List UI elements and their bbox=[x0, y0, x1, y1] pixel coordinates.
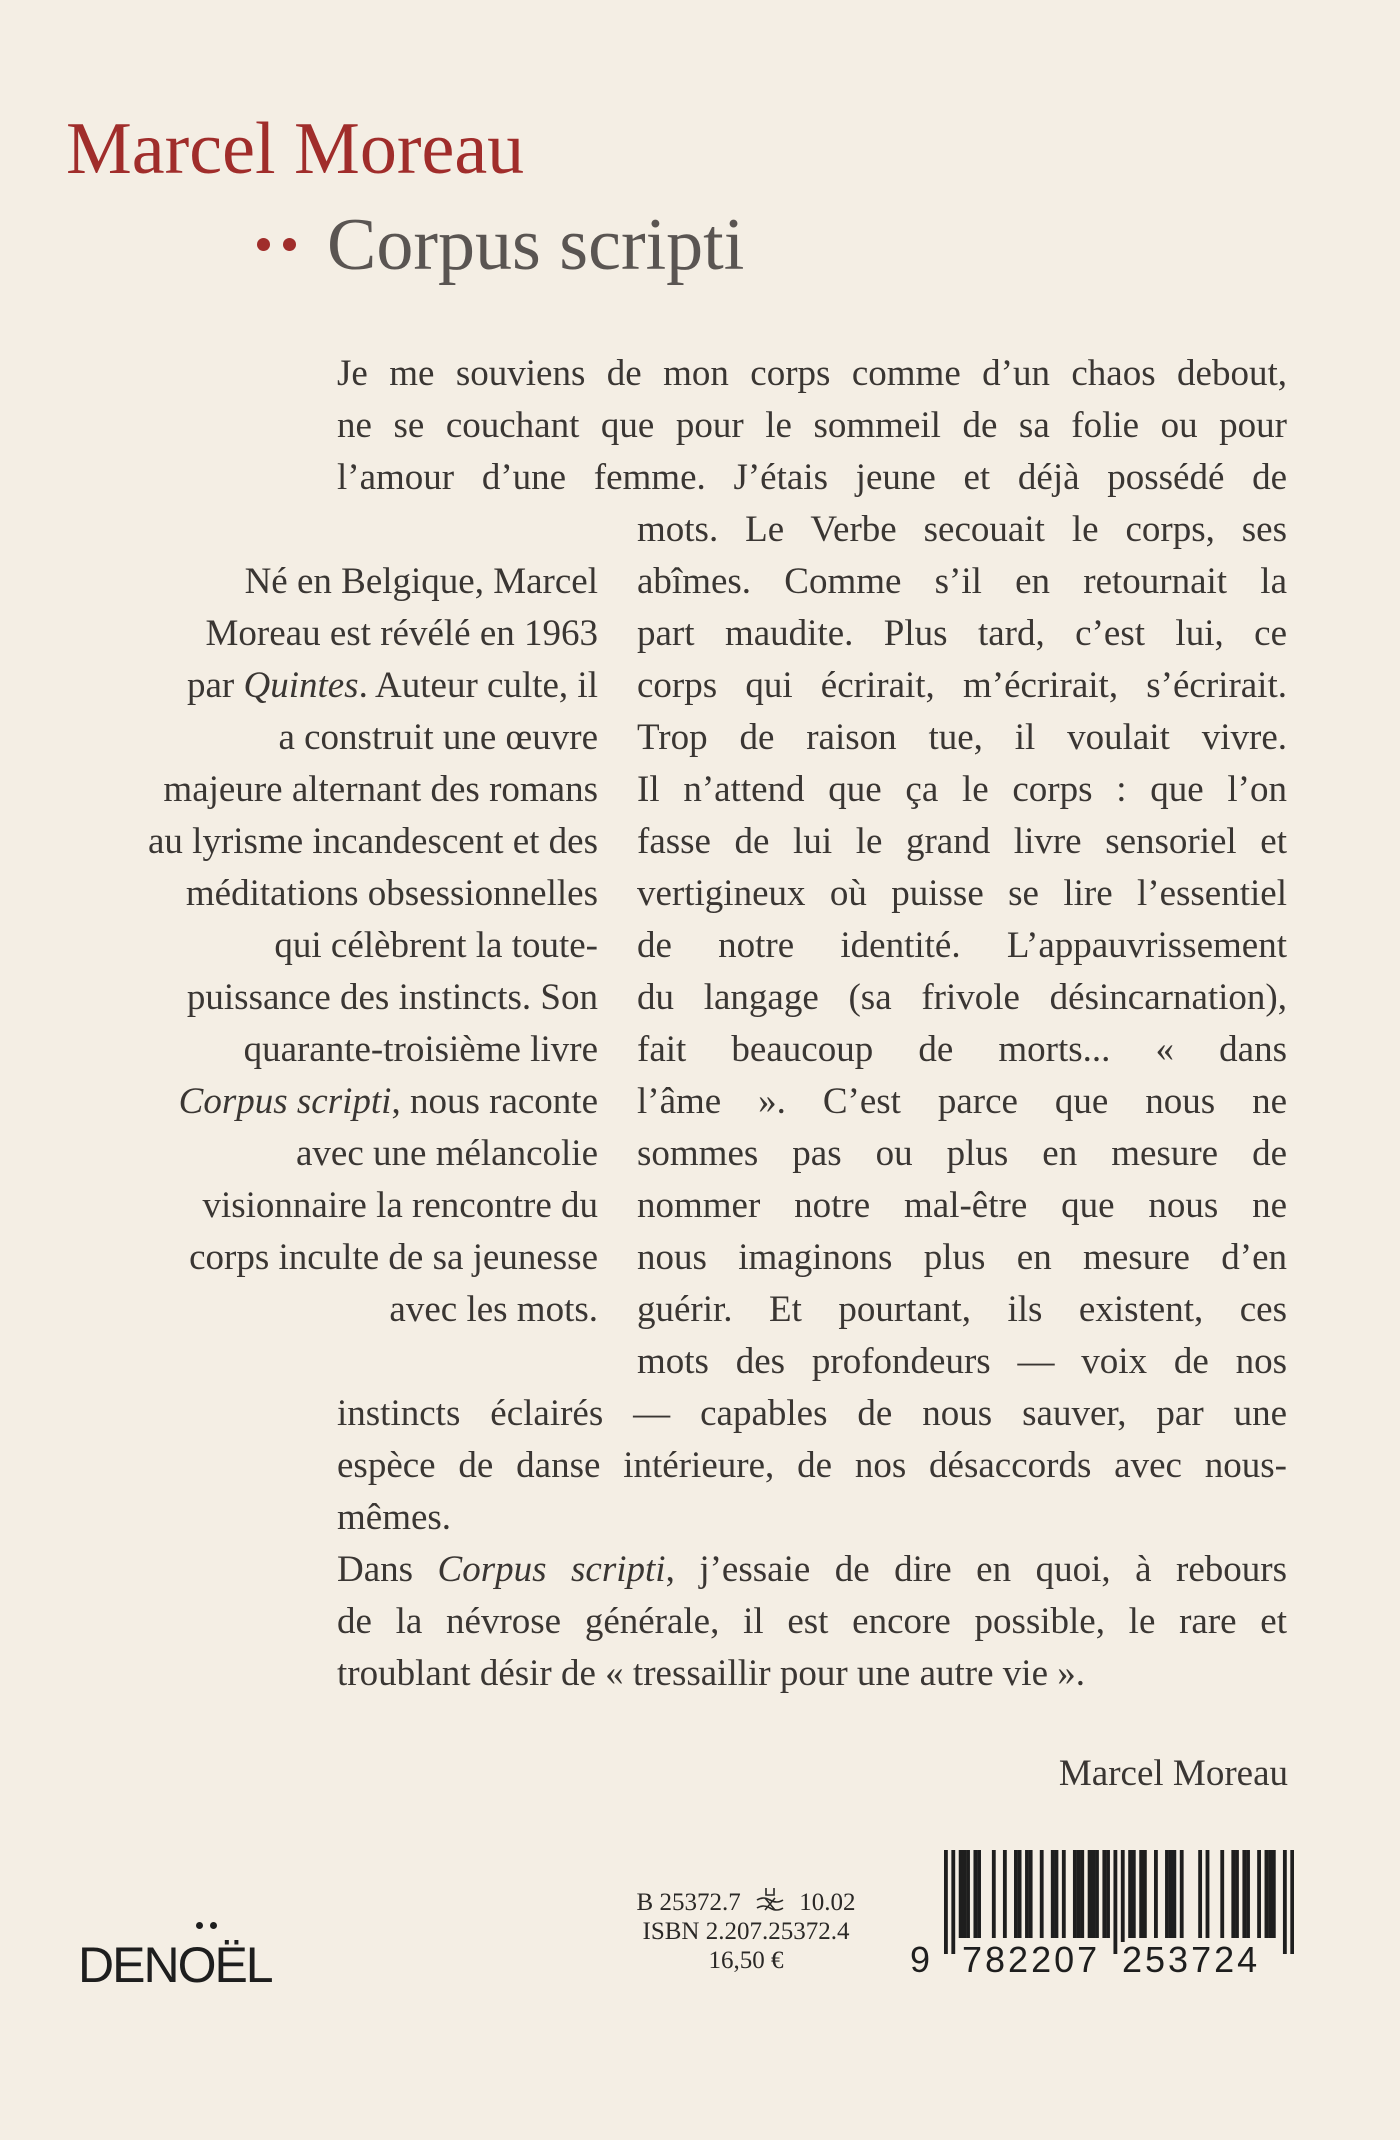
barcode-bar bbox=[951, 1850, 955, 1954]
right-line: corps qui écrirait, m’écrirait, s’écrirait. bbox=[637, 665, 1287, 706]
distributor-mark-icon bbox=[753, 1886, 787, 1914]
barcode-bar bbox=[1029, 1850, 1033, 1938]
barcode-bar bbox=[1272, 1850, 1276, 1938]
barcode-bar bbox=[1283, 1850, 1287, 1954]
barcode-bar bbox=[1091, 1850, 1095, 1938]
closing-line: espèce de danse intérieure, de nos désaccords avec nous- bbox=[337, 1445, 1287, 1486]
ean-barcode bbox=[910, 1850, 1300, 1980]
barcode-bar bbox=[1139, 1850, 1143, 1938]
barcode-group-2: 253724 bbox=[1122, 1939, 1261, 1980]
barcode-bar bbox=[959, 1850, 963, 1938]
bio-line: méditations obsessionnelles bbox=[185, 873, 598, 914]
bio-book-title-quintes: Quintes bbox=[243, 665, 359, 706]
bio-line: avec une mélancolie bbox=[296, 1133, 598, 1174]
author-bio bbox=[58, 556, 598, 1336]
barcode-bar bbox=[1040, 1850, 1044, 1938]
barcode-bar bbox=[1077, 1850, 1081, 1938]
closing-line: de la névrose générale, il est encore possible, le rare et bbox=[337, 1601, 1287, 1642]
bio-book-title-corpus: Corpus scripti bbox=[178, 1081, 392, 1122]
closing-paragraph bbox=[337, 1388, 1287, 1700]
barcode-bar bbox=[1080, 1850, 1084, 1938]
bio-line: qui célèbrent la toute- bbox=[274, 925, 598, 966]
right-line: fasse de lui le grand livre sensoriel et bbox=[637, 821, 1287, 862]
right-line: Il n’attend que ça le corps : que l’on bbox=[637, 769, 1287, 810]
bio-line: corps inculte de sa jeunesse bbox=[189, 1237, 598, 1278]
barcode-bar bbox=[992, 1850, 996, 1938]
right-line: l’âme ». C’est parce que nous ne bbox=[637, 1081, 1287, 1122]
barcode-bar bbox=[1025, 1850, 1029, 1938]
barcode-bar bbox=[962, 1850, 966, 1938]
closing-line: troublant désir de « tressaillir pour une autre vie ». bbox=[337, 1653, 1086, 1694]
right-line: vertigineux où puisse se lire l’essentiel bbox=[637, 873, 1287, 914]
bio-line: Corpus scripti, nous raconte bbox=[178, 1081, 598, 1122]
barcode-bar bbox=[1132, 1850, 1136, 1938]
barcode-bar bbox=[1055, 1850, 1059, 1938]
book-title bbox=[257, 204, 745, 286]
barcode-bar bbox=[1154, 1850, 1158, 1938]
barcode-bar bbox=[1206, 1850, 1210, 1938]
title-bullet-dots bbox=[257, 238, 307, 254]
barcode-bar bbox=[1102, 1850, 1106, 1938]
bio-line: au lyrisme incandescent et des bbox=[148, 821, 598, 862]
right-line: part maudite. Plus tard, c’est lui, ce bbox=[637, 613, 1287, 654]
barcode-bar bbox=[1265, 1850, 1269, 1938]
barcode-bar bbox=[1169, 1850, 1173, 1938]
barcode-bar bbox=[1051, 1850, 1055, 1938]
barcode-bar bbox=[1113, 1850, 1117, 1954]
bio-line: Moreau est révélé en 1963 bbox=[205, 613, 598, 654]
barcode-bar bbox=[1172, 1850, 1176, 1938]
right-line: nommer notre mal-être que nous ne bbox=[637, 1185, 1287, 1226]
signature: Marcel Moreau bbox=[1058, 1753, 1288, 1794]
barcode-bar bbox=[1128, 1850, 1132, 1938]
right-column-text bbox=[637, 504, 1287, 1388]
barcode-bar bbox=[977, 1850, 981, 1938]
book-title-text: Corpus scripti bbox=[327, 204, 745, 286]
bio-line: par Quintes. Auteur culte, il bbox=[186, 665, 598, 706]
barcode-bar bbox=[1242, 1850, 1246, 1938]
intro-line: Je me souviens de mon corps comme d’un chaos debout, bbox=[337, 353, 1287, 394]
publisher-logo: DENOËL bbox=[78, 1937, 272, 1993]
barcode-bar bbox=[1268, 1850, 1272, 1938]
price: 16,50 € bbox=[708, 1947, 784, 1974]
barcode-bar bbox=[1014, 1850, 1018, 1938]
barcode-bar bbox=[1018, 1850, 1022, 1938]
barcode-bar bbox=[1290, 1850, 1294, 1954]
bio-line: visionnaire la rencontre du bbox=[202, 1185, 598, 1226]
bio-line: quarante-troisième livre bbox=[243, 1029, 598, 1070]
right-line: guérir. Et pourtant, ils existent, ces bbox=[637, 1289, 1287, 1330]
right-line: fait beaucoup de morts... « dans bbox=[637, 1029, 1287, 1070]
barcode-bar bbox=[1220, 1850, 1224, 1938]
barcode-bar bbox=[1165, 1850, 1169, 1938]
right-line: abîmes. Comme s’il en retournait la bbox=[637, 561, 1287, 602]
bio-line: a construit une œuvre bbox=[278, 717, 598, 758]
intro-paragraph bbox=[337, 348, 1287, 504]
barcode-bar bbox=[973, 1850, 977, 1938]
barcode-bar bbox=[944, 1850, 948, 1954]
right-line: sommes pas ou plus en mesure de bbox=[637, 1133, 1287, 1174]
barcode-bar bbox=[1073, 1850, 1077, 1938]
bio-line: avec les mots. bbox=[389, 1289, 598, 1330]
barcode-bar bbox=[1180, 1850, 1184, 1938]
barcode-bar bbox=[1257, 1850, 1261, 1938]
barcode-bar bbox=[1088, 1850, 1092, 1938]
publisher-umlaut-dots bbox=[196, 1922, 226, 1930]
barcode-bar bbox=[1003, 1850, 1007, 1938]
right-line: de notre identité. L’appauvrissement bbox=[637, 925, 1287, 966]
reference-codes bbox=[596, 1886, 896, 1975]
barcode-first-digit: 9 bbox=[910, 1939, 931, 1980]
catalog-code: B 25372.7 bbox=[636, 1889, 741, 1916]
intro-line: ne se couchant que pour le sommeil de sa folie ou pour bbox=[337, 405, 1287, 446]
right-line: nous imaginons plus en mesure d’en bbox=[637, 1237, 1287, 1278]
barcode-bar bbox=[1106, 1850, 1110, 1938]
closing-book-title: Corpus scripti bbox=[437, 1549, 666, 1590]
right-line: du langage (sa frivole désincarnation), bbox=[637, 977, 1287, 1018]
bio-line: majeure alternant des romans bbox=[163, 769, 598, 810]
closing-line: mêmes. bbox=[337, 1497, 452, 1538]
catalog-code-line bbox=[596, 1886, 896, 1917]
closing-line: Dans Corpus scripti, j’essaie de dire en quoi, à rebours bbox=[337, 1549, 1287, 1590]
right-line: mots. Le Verbe secouait le corps, ses bbox=[637, 509, 1287, 550]
right-line: mots des profondeurs — voix de nos bbox=[637, 1341, 1287, 1382]
right-line: Trop de raison tue, il voulait vivre. bbox=[637, 717, 1287, 758]
barcode-bar bbox=[1246, 1850, 1250, 1938]
closing-line: instincts éclairés — capables de nous sauver, par une bbox=[337, 1393, 1287, 1434]
bio-line: Né en Belgique, Marcel bbox=[244, 561, 598, 602]
barcode-group-1: 782207 bbox=[962, 1939, 1101, 1980]
barcode-bar bbox=[1198, 1850, 1202, 1938]
barcode-bar bbox=[1235, 1850, 1239, 1938]
barcode-bar bbox=[1231, 1850, 1235, 1938]
barcode-bar bbox=[1062, 1850, 1066, 1938]
isbn: ISBN 2.207.25372.4 bbox=[642, 1918, 850, 1945]
author-heading: Marcel Moreau bbox=[66, 108, 525, 190]
barcode-bar bbox=[966, 1850, 970, 1938]
barcode-bar bbox=[1143, 1850, 1147, 1938]
bio-line: puissance des instincts. Son bbox=[186, 977, 598, 1018]
intro-line: l’amour d’une femme. J’étais jeune et déjà possédé de bbox=[337, 457, 1287, 498]
barcode-bar bbox=[1095, 1850, 1099, 1938]
date-code: 10.02 bbox=[799, 1889, 856, 1916]
